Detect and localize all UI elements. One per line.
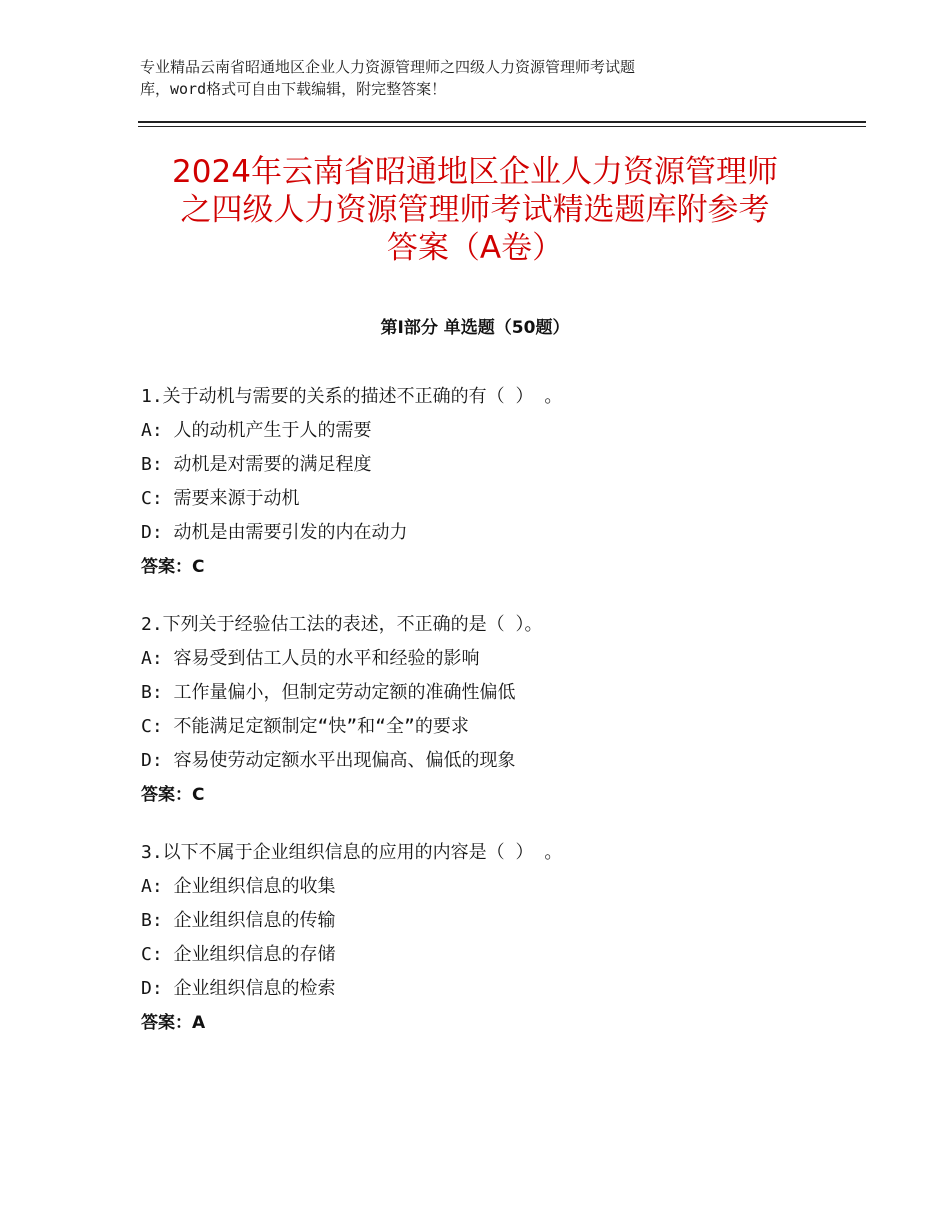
header-note-line-1: 专业精品云南省昭通地区企业人力资源管理师之四级人力资源管理师考试题 bbox=[140, 58, 636, 76]
option-c: C: 不能满足定额制定“快”和“全”的要求 bbox=[141, 716, 469, 737]
header-rule-thick bbox=[138, 121, 866, 123]
question-1 bbox=[141, 380, 841, 584]
question-list bbox=[141, 380, 841, 1064]
question-stem: 1.关于动机与需要的关系的描述不正确的有（ ） 。 bbox=[141, 386, 563, 407]
header-note-line-2: 库，word格式可自由下载编辑，附完整答案！ bbox=[140, 80, 447, 98]
document-title-line-3: 答案（A卷） bbox=[386, 230, 564, 266]
header-rule-thin bbox=[138, 126, 866, 127]
option-a: A: 企业组织信息的收集 bbox=[141, 876, 336, 897]
question-2 bbox=[141, 608, 841, 812]
question-stem: 2.下列关于经验估工法的表述，不正确的是（ ）。 bbox=[141, 614, 543, 635]
option-d: D: 容易使劳动定额水平出现偏高、偏低的现象 bbox=[141, 750, 516, 771]
question-stem: 3.以下不属于企业组织信息的应用的内容是（ ） 。 bbox=[141, 842, 563, 863]
answer-line: 答案：C bbox=[141, 557, 205, 577]
section-heading: 第Ⅰ部分 单选题（50题） bbox=[380, 318, 570, 338]
option-c: C: 企业组织信息的存储 bbox=[141, 944, 336, 965]
answer-line: 答案：C bbox=[141, 785, 205, 805]
option-a: A: 人的动机产生于人的需要 bbox=[141, 420, 372, 441]
option-a: A: 容易受到估工人员的水平和经验的影响 bbox=[141, 648, 480, 669]
answer-line: 答案：A bbox=[141, 1013, 206, 1033]
option-b: B: 企业组织信息的传输 bbox=[141, 910, 336, 931]
option-d: D: 企业组织信息的检索 bbox=[141, 978, 336, 999]
option-b: B: 工作量偏小，但制定劳动定额的准确性偏低 bbox=[141, 682, 516, 703]
question-3 bbox=[141, 836, 841, 1040]
document-title-line-1: 2024年云南省昭通地区企业人力资源管理师 bbox=[172, 154, 778, 190]
header-note bbox=[140, 56, 780, 100]
option-c: C: 需要来源于动机 bbox=[141, 488, 300, 509]
document-title bbox=[120, 153, 830, 267]
document-title-line-2: 之四级人力资源管理师考试精选题库附参考 bbox=[180, 192, 770, 228]
option-d: D: 动机是由需要引发的内在动力 bbox=[141, 522, 408, 543]
option-b: B: 动机是对需要的满足程度 bbox=[141, 454, 372, 475]
